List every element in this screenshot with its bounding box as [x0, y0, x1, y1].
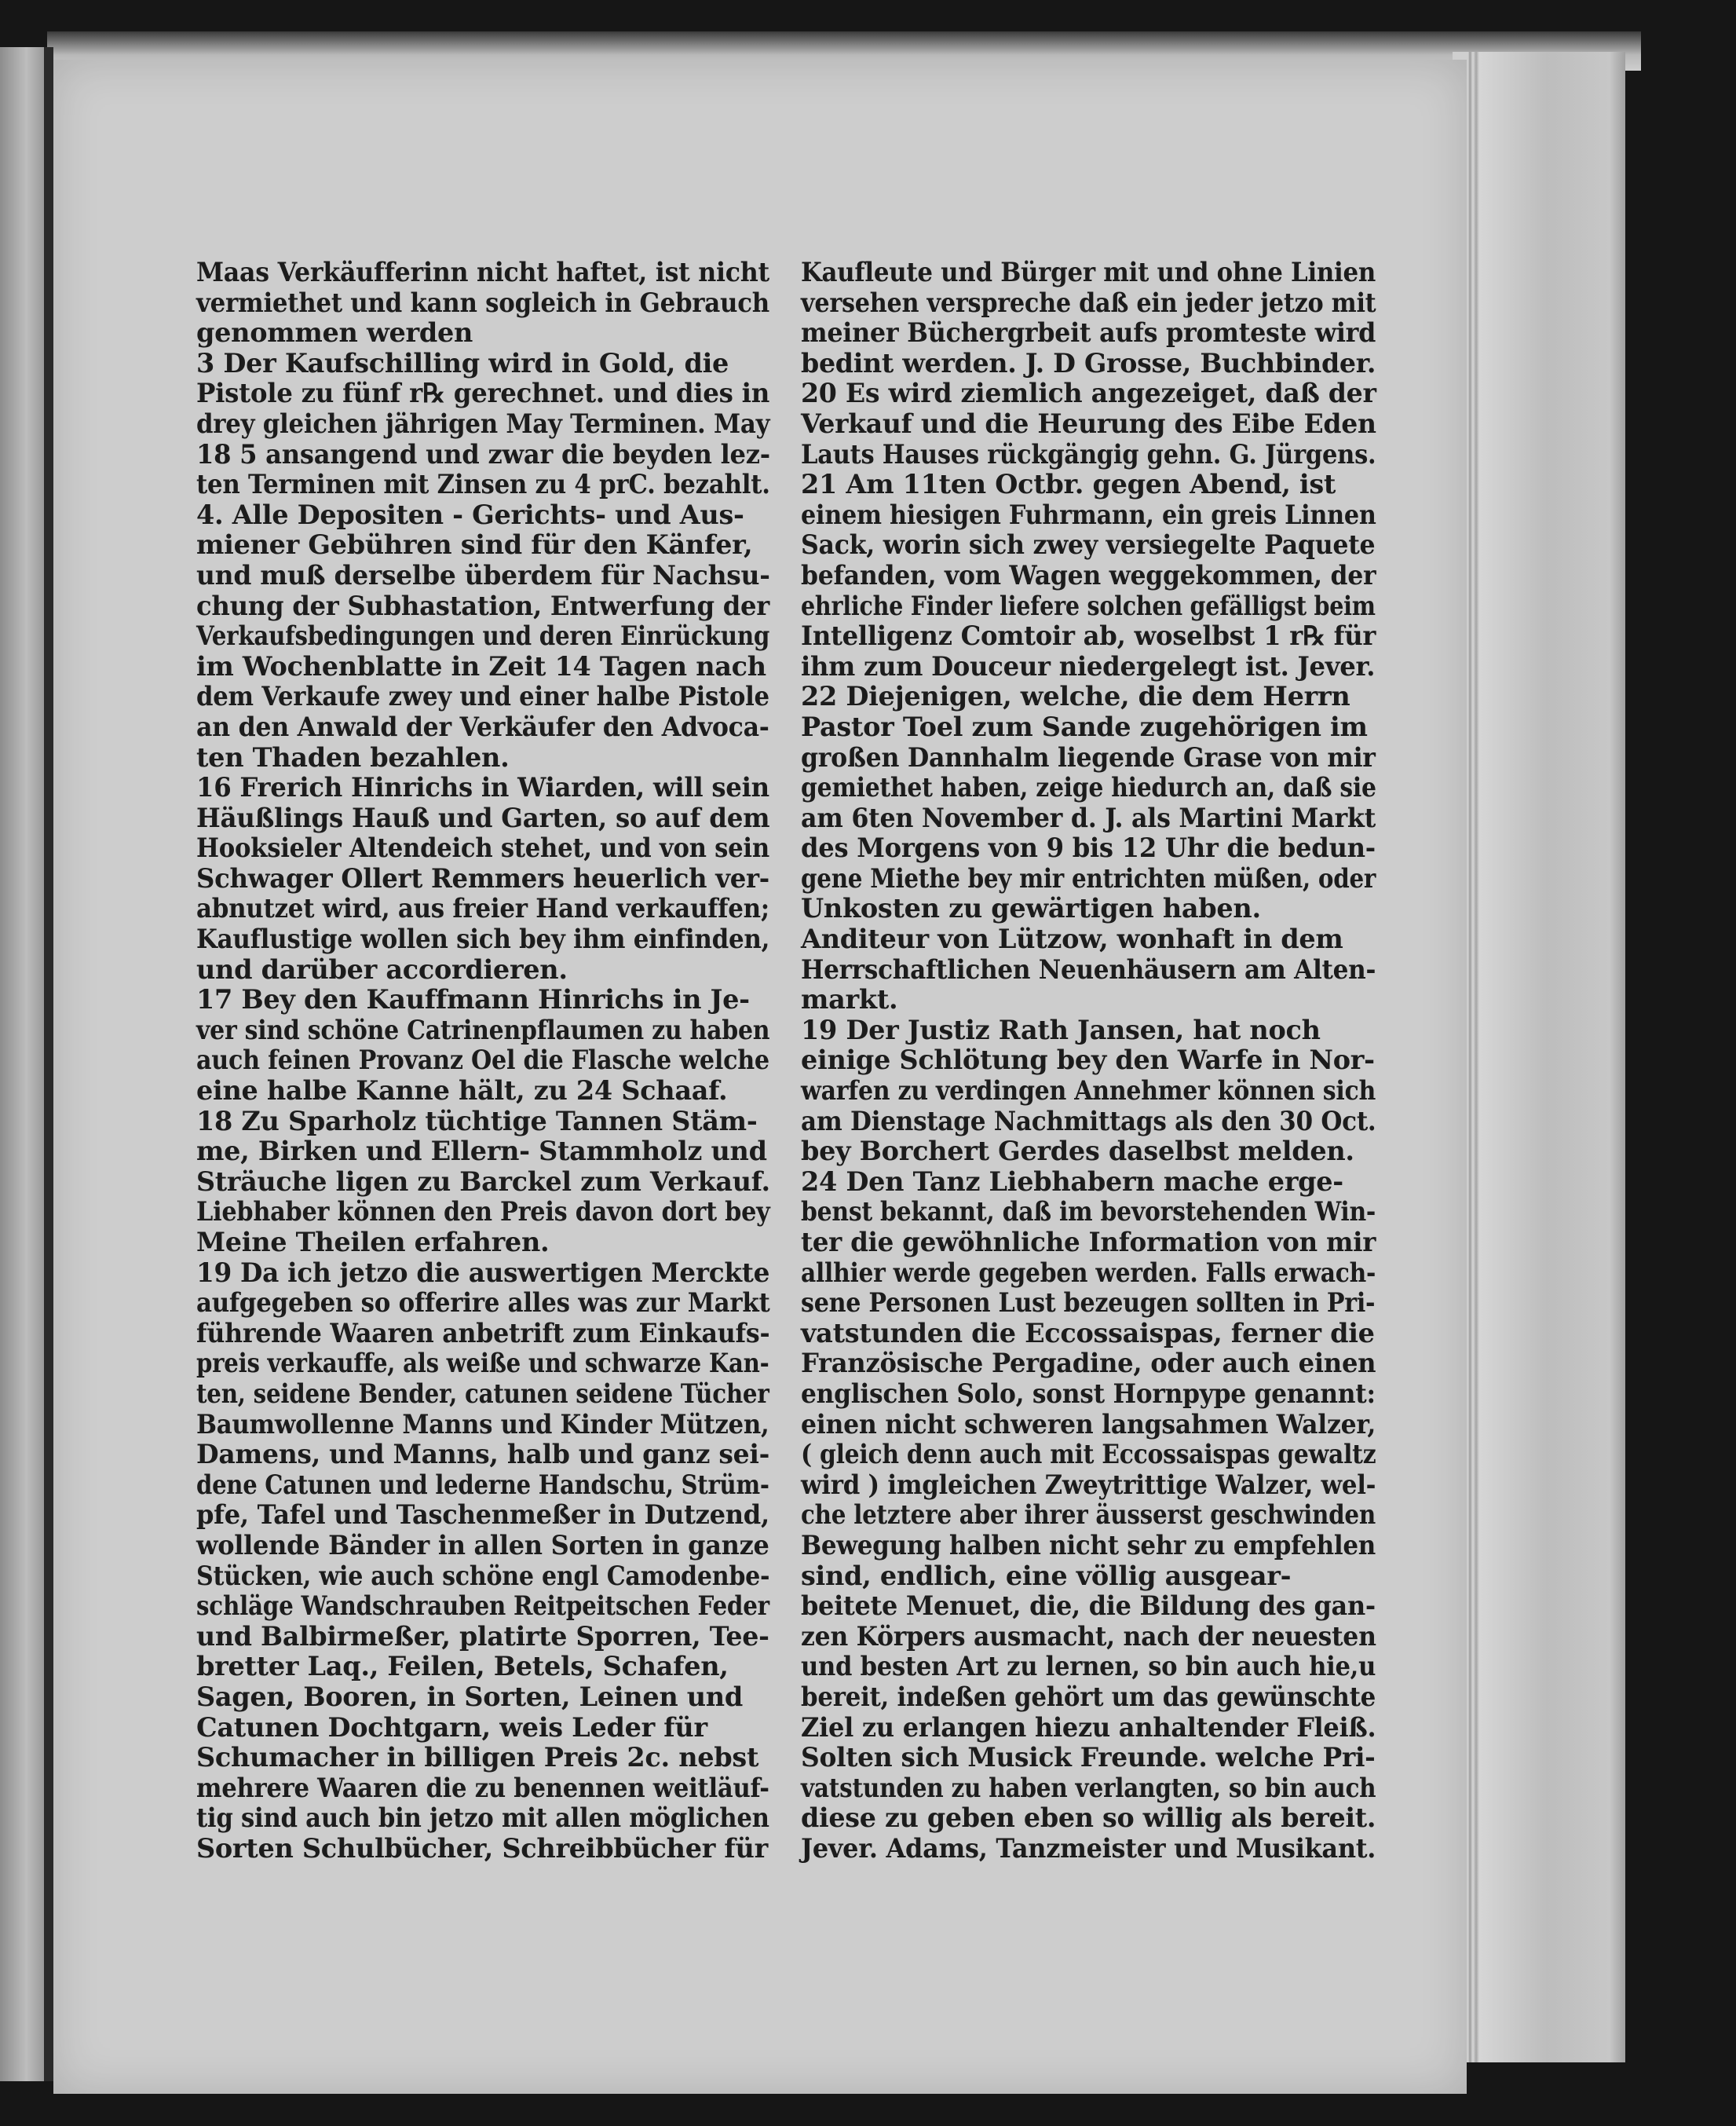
text-line: genommen werden [196, 317, 473, 349]
text-line: Unkosten zu gewärtigen haben. [801, 893, 1261, 924]
text-line: ver sind schöne Catrinenpflaumen zu haben [196, 1014, 770, 1045]
text-line: diese zu geben eben so willig als bereit. [801, 1802, 1376, 1834]
text-line: Kaufleute und Bürger mit und ohne Linien [801, 257, 1376, 287]
text-line: auch feinen Provanz Oel die Flasche welche [196, 1045, 769, 1076]
text-line: und darüber accordieren. [196, 953, 568, 985]
text-line: Solten sich Musick Freunde. welche Pri- [801, 1742, 1376, 1773]
text-line: einen nicht schweren langsahmen Walzer, [801, 1408, 1376, 1440]
text-line: Meine Theilen erfahren. [196, 1227, 550, 1257]
text-line: gemiethet haben, zeige hiedurch an, daß sie [801, 772, 1376, 803]
text-line: im Wochenblatte in Zeit 14 Tagen nach [196, 650, 766, 682]
left-text-column [196, 258, 769, 1864]
facing-page-edge [0, 47, 44, 2081]
text-line: wollende Bänder in allen Sorten in ganze [196, 1529, 769, 1561]
text-line: Herrschaftlichen Neuenhäusern am Alten- [801, 953, 1376, 985]
text-line: 18 5 ansangend und zwar die beyden lez- [196, 438, 770, 470]
text-line: Jever. Adams, Tanzmeister und Musikant. [801, 1832, 1376, 1864]
text-line: sene Personen Lust bezeugen sollten in Pri- [801, 1287, 1376, 1319]
text-line: 17 Bey den Kauffmann Hinrichs in Je- [196, 984, 750, 1015]
text-line: 24 Den Tanz Liebhabern mache erge- [801, 1165, 1343, 1197]
text-line: befanden, vom Wagen weggekommen, der [801, 559, 1376, 591]
text-line: Französische Pergadine, oder auch einen [801, 1348, 1376, 1379]
text-line: Anditeur von Lützow, wonhaft in dem [801, 924, 1343, 955]
text-line: Schumacher in billigen Preis 2c. nebst [196, 1742, 759, 1773]
text-line: großen Dannhalm liegende Grase von mir [801, 741, 1376, 773]
text-line: Catunen Dochtgarn, weis Leder für [196, 1711, 707, 1743]
text-line: beitete Menuet, die, die Bildung des gan- [801, 1590, 1376, 1622]
text-line: vatstunden zu haben verlangten, so bin auch [801, 1772, 1376, 1803]
text-line: ihm zum Douceur niedergelegt ist. Jever. [801, 650, 1376, 682]
text-line: ( gleich denn auch mit Eccossaispas gewaltz [801, 1439, 1376, 1470]
text-line: 18 Zu Sparholz tüchtige Tannen Stäm- [196, 1105, 758, 1136]
text-line: Intelligenz Comtoir ab, woselbst 1 r℞ für [801, 620, 1376, 652]
text-line: meiner Büchergrbeit aufs promteste wird [801, 317, 1376, 349]
text-line: englischen Solo, sonst Hornpype genannt: [801, 1378, 1376, 1409]
text-line: Hooksieler Altendeich stehet, und von sein [196, 832, 769, 864]
text-line: vermiethet und kann sogleich in Gebrauch [196, 287, 769, 318]
text-line: bedint werden. J. D Grosse, Buchbinder. [801, 347, 1376, 379]
text-line: wird ) imgleichen Zweytrittige Walzer, wel- [801, 1469, 1376, 1500]
text-line: schläge Wandschrauben Reitpeitschen Feder [196, 1590, 769, 1622]
text-line: aufgegeben so offerire alles was zur Markt [196, 1287, 770, 1319]
text-line: allhier werde gegeben werden. Falls erwach- [801, 1257, 1376, 1288]
text-line: Baumwollenne Manns und Kinder Mützen, [196, 1408, 769, 1440]
newspaper-page [53, 60, 1467, 2094]
text-line: ehrliche Finder liefere solchen gefälligst beim [801, 590, 1376, 621]
text-line: 20 Es wird ziemlich angezeiget, daß der [801, 378, 1376, 409]
text-line: Sträuche ligen zu Barckel zum Verkauf. [196, 1165, 770, 1197]
text-line: markt. [801, 984, 898, 1015]
text-line: preis verkauffe, als weiße und schwarze Kan- [196, 1348, 769, 1379]
text-line: me, Birken und Ellern- Stammholz und [196, 1136, 767, 1167]
text-line: versehen verspreche daß ein jeder jetzo mit [801, 287, 1376, 318]
text-line: am 6ten November d. J. als Martini Markt [801, 802, 1376, 833]
text-line: Schwager Ollert Remmers heuerlich ver- [196, 862, 769, 894]
text-line: 19 Der Justiz Rath Jansen, hat noch [801, 1014, 1321, 1045]
text-line: 22 Diejenigen, welche, die dem Herrn [801, 681, 1350, 712]
text-line: ten Thaden bezahlen. [196, 741, 510, 773]
text-line: 4. Alle Depositen - Gerichts- und Aus- [196, 499, 744, 530]
text-line: zen Körpers ausmacht, nach der neuesten [801, 1620, 1376, 1652]
text-line: vatstunden die Eccossaispas, ferner die [801, 1317, 1375, 1348]
text-line: 19 Da ich jetzo die auswertigen Merckte [196, 1257, 770, 1288]
text-line: Ziel zu erlangen hiezu anhaltender Fleiß. [801, 1711, 1376, 1743]
text-line: chung der Subhastation, Entwerfung der [196, 590, 770, 621]
text-line: miener Gebühren sind für den Känfer, [196, 529, 753, 561]
text-line: dene Catunen und lederne Handschu, Strüm- [196, 1469, 769, 1500]
text-line: Bewegung halben nicht sehr zu empfehlen [801, 1529, 1376, 1561]
text-line: des Morgens von 9 bis 12 Uhr die bedun- [801, 832, 1376, 864]
text-line: bey Borchert Gerdes daselbst melden. [801, 1136, 1354, 1167]
page-stack-edge [1453, 52, 1625, 2062]
text-line: tig sind auch bin jetzo mit allen möglichen [196, 1802, 769, 1834]
text-line: Pastor Toel zum Sande zugehörigen im [801, 711, 1368, 742]
text-line: sind, endlich, eine völlig ausgear- [801, 1560, 1292, 1591]
text-line: ten, seidene Bender, catunen seidene Tücher [196, 1378, 769, 1409]
text-line: Verkauf und die Heurung des Eibe Eden [801, 408, 1376, 439]
text-line: an den Anwald der Verkäufer den Advoca- [196, 711, 769, 742]
text-line: Sagen, Booren, in Sorten, Leinen und [196, 1681, 743, 1712]
text-line: und Balbirmeßer, platirte Sporren, Tee- [196, 1620, 769, 1652]
text-line: Lauts Hauses rückgängig gehn. G. Jürgens. [801, 438, 1376, 470]
book-gutter [44, 47, 53, 2081]
text-line: bereit, indeßen gehört um das gewünschte [801, 1681, 1376, 1712]
text-line: ten Terminen mit Zinsen zu 4 prC. bezahlt. [196, 469, 770, 500]
text-line: Verkaufsbedingungen und deren Einrückung [196, 620, 770, 652]
text-line: am Dienstage Nachmittags als den 30 Oct. [801, 1105, 1376, 1136]
text-line: Pistole zu fünf r℞ gerechnet. und dies in [196, 378, 770, 409]
text-line: Liebhaber können den Preis davon dort bey [196, 1196, 770, 1228]
text-line: eine halbe Kanne hält, zu 24 Schaaf. [196, 1075, 728, 1107]
text-line: che letztere aber ihrer äusserst geschwinden [801, 1499, 1376, 1531]
text-line: warfen zu verdingen Annehmer können sich [801, 1075, 1376, 1107]
text-line: abnutzet wird, aus freier Hand verkauffen; [196, 893, 769, 924]
text-line: ter die gewöhnliche Information von mir [801, 1227, 1376, 1257]
text-line: Kauflustige wollen sich bey ihm einfinden, [196, 924, 770, 955]
text-line: Damens, und Manns, halb und ganz sei- [196, 1439, 769, 1470]
text-line: Sorten Schulbücher, Schreibbücher für [196, 1832, 768, 1864]
text-line: gene Miethe bey mir entrichten müßen, oder [801, 862, 1376, 894]
text-line: pfe, Tafel und Taschenmeßer in Dutzend, [196, 1499, 769, 1531]
text-line: Häußlings Hauß und Garten, so auf dem [196, 802, 770, 833]
text-line: einem hiesigen Fuhrmann, ein greis Linnen [801, 499, 1376, 530]
text-line: 16 Frerich Hinrichs in Wiarden, will sein [196, 772, 769, 803]
text-line: benst bekannt, daß im bevorstehenden Win- [801, 1196, 1376, 1228]
text-line: einige Schlötung bey den Warfe in Nor- [801, 1045, 1375, 1076]
text-line: mehrere Waaren die zu benennen weitläuf- [196, 1772, 769, 1803]
text-line: Maas Verkäufferinn nicht haftet, ist nicht [196, 257, 769, 287]
text-line: drey gleichen jährigen May Terminen. May [196, 408, 770, 439]
text-line: führende Waaren anbetrift zum Einkaufs- [196, 1317, 770, 1348]
right-text-column [801, 258, 1376, 1864]
text-line: dem Verkaufe zwey und einer halbe Pistole [196, 681, 769, 712]
text-line: Sack, worin sich zwey versiegelte Paquete [801, 529, 1376, 561]
text-line: 21 Am 11ten Octbr. gegen Abend, ist [801, 469, 1336, 500]
text-line: und muß derselbe überdem für Nachsu- [196, 559, 770, 591]
text-line: und besten Art zu lernen, so bin auch hie,u [801, 1651, 1376, 1682]
text-line: Stücken, wie auch schöne engl Camodenbe- [196, 1560, 770, 1591]
text-line: 3 Der Kaufschilling wird in Gold, die [196, 347, 729, 379]
text-line: bretter Laq., Feilen, Betels, Schafen, [196, 1651, 729, 1682]
